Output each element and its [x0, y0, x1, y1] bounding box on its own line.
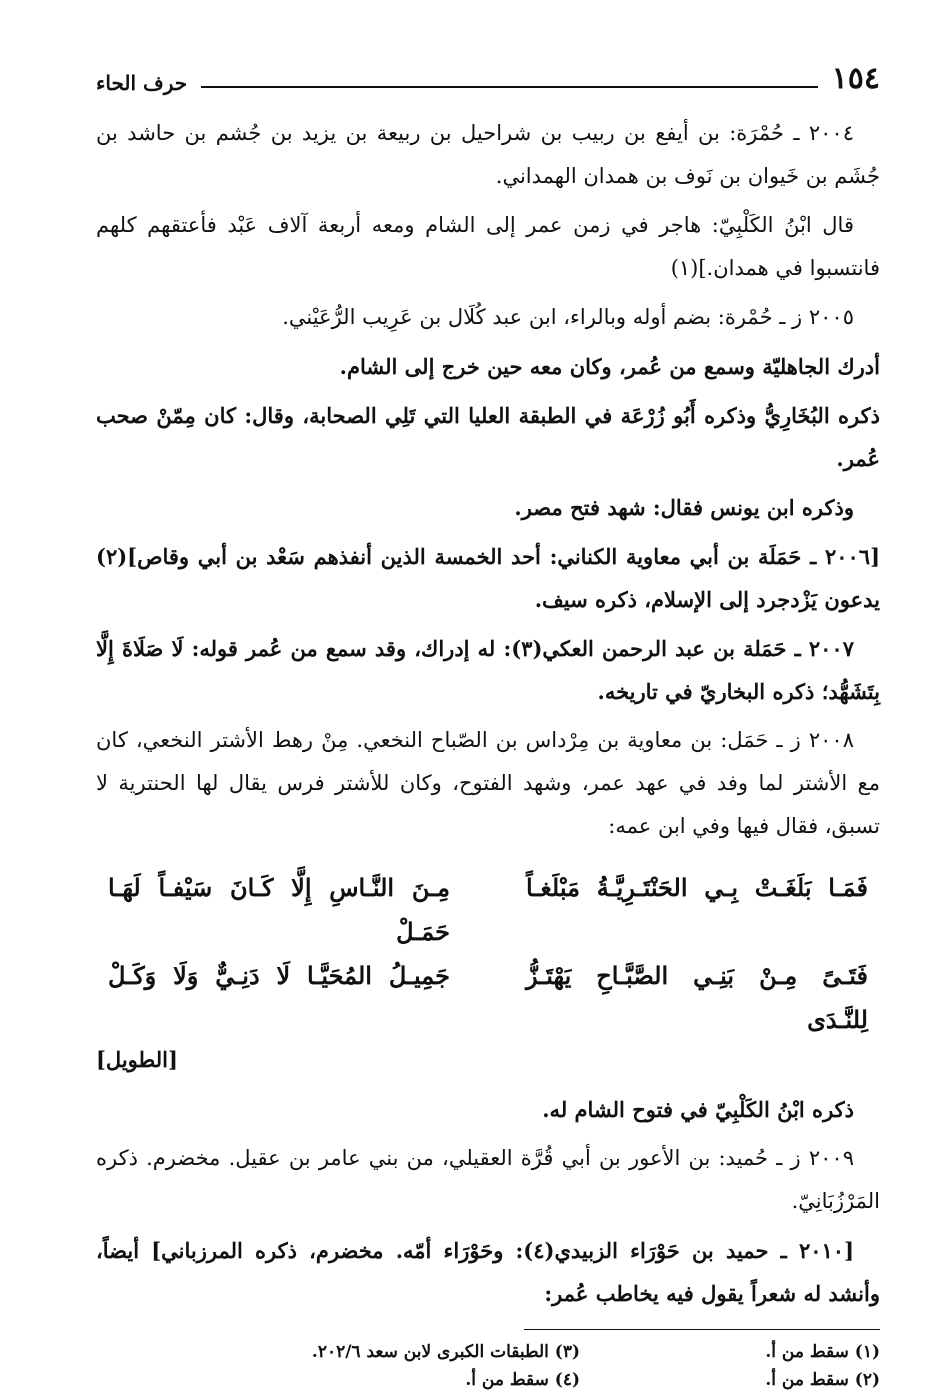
page-body	[96, 112, 880, 1315]
paragraph-kalbi-futuh: ذكره ابْنُ الكَلْبِيّ في فتوح الشام له.	[542, 1097, 854, 1122]
poem-meter: [الطويل]	[96, 1047, 178, 1072]
entry-2007: ٢٠٠٧ ـ حَمَلة بن عبد الرحمن العكي(٣): له إدراك، وقد سمع من عُمر قوله: لَا صَلَاةَ إِلَّا بِتَشَهُّد؛ ذكره البخاريّ في تاريخه.	[96, 636, 880, 704]
footnote-3: (٣) الطبقات الكبرى لابن سعد ٢٠٢/٦.	[311, 1342, 580, 1362]
footnote-4: (٤) سقط من أ.	[465, 1370, 580, 1390]
page-number: ١٥٤	[831, 61, 880, 96]
footnote-rule	[524, 1329, 880, 1330]
poem	[96, 866, 880, 1042]
page-header	[96, 62, 880, 96]
entry-2009: ٢٠٠٩ ز ـ حُميد: بن الأعور بن أبي قُرَّة العقيلي، من بني عامر بن عقيل. مخضرم. ذكره المَرْزُبَانِيّ.	[96, 1146, 880, 1213]
paragraph-jahiliyya: أدرك الجاهليّة وسمع من عُمر، وكان معه حين خرج إلى الشام.	[339, 354, 880, 379]
paragraph-ibn-yunus: وذكره ابن يونس فقال: شهد فتح مصر.	[514, 495, 854, 520]
hemistich-second: جَمِيـلُ المُحَيَّـا لَا دَنِـيٌّ وَلَا وَكَـلْ	[108, 961, 450, 990]
entry-2005: ٢٠٠٥ ز ـ حُمْرة: بضم أوله وبالراء، ابن عبد كُلَال بن عَرِيب الرُّعَيْني.	[282, 305, 854, 329]
section-title: حرف الحاء	[96, 71, 188, 95]
footnote-2: (٢) سقط من أ.	[765, 1370, 880, 1390]
footnote-1: (١) سقط من أ.	[765, 1342, 880, 1362]
entry-2010: [٢٠١٠ ـ حميد بن حَوْرَاء الزبيدي(٤): وحَوْرَاء أمّه. مخضرم، ذكره المرزباني] أيضاً، وأنشد له شعراً يقول فيه يخاطب عُمر:	[96, 1238, 880, 1306]
hemistich-second: مِـنَ النَّـاسِ إِلَّا كَـانَ سَيْفـاً لَهَـا حَمَـلْ	[108, 873, 450, 946]
poem-verse	[96, 866, 880, 954]
poem-verse	[96, 954, 880, 1042]
entry-2004: ٢٠٠٤ ـ حُمْرَة: بن أيفع بن ربيب بن شراحيل بن ربيعة بن يزيد بن جُشم بن حاشد بن جُشَم بن خَيوان بن نَوف بن همدان الهمداني.	[96, 121, 880, 188]
hemistich-first: فَتَـىً مِـنْ بَنِـي الصَّبَّـاحِ يَهْتَـزُّ لِلنَّـدَى	[526, 961, 868, 1034]
paragraph-bukhari: ذكره البُخَارِيُّ وذكره أَبُو زُرْعَة في الطبقة العليا التي تَلِي الصحابة، وقال: كان مِمّنْ صحب عُمر.	[96, 403, 880, 471]
entry-2006: [٢٠٠٦ ـ حَمَلَة بن أبي معاوية الكناني: أحد الخمسة الذين أنفذهم سَعْد بن أبي وقاص](٢) يدعون يَزْدجرد إلى الإسلام، ذكره سيف.	[96, 544, 880, 612]
hemistich-first: فَمَـا بَلَغَـتْ بِـي الحَنْتَـرِيَّـةُ مَبْلَغـاً	[526, 873, 868, 902]
header-rule	[201, 86, 818, 88]
paragraph-kalbi: قال ابْنُ الكَلْبِيّ: هاجر في زمن عمر إلى الشام ومعه أربعة آلاف عَبْد فأعتقهم كلهم فانتسبوا في همدان.](١)	[96, 213, 880, 280]
entry-2008: ٢٠٠٨ ز ـ حَمَل: بن معاوية بن مِرْداس بن الصّباح النخعي. مِنْ رهط الأشتر النخعي، كان مع الأشتر لما وفد في عهد عمر، وشهد الفتوح، وكان للأشتر فرس يقال لها الحنترية لا تسبق، فقال فيها وفي ابن عمه:	[96, 728, 880, 838]
